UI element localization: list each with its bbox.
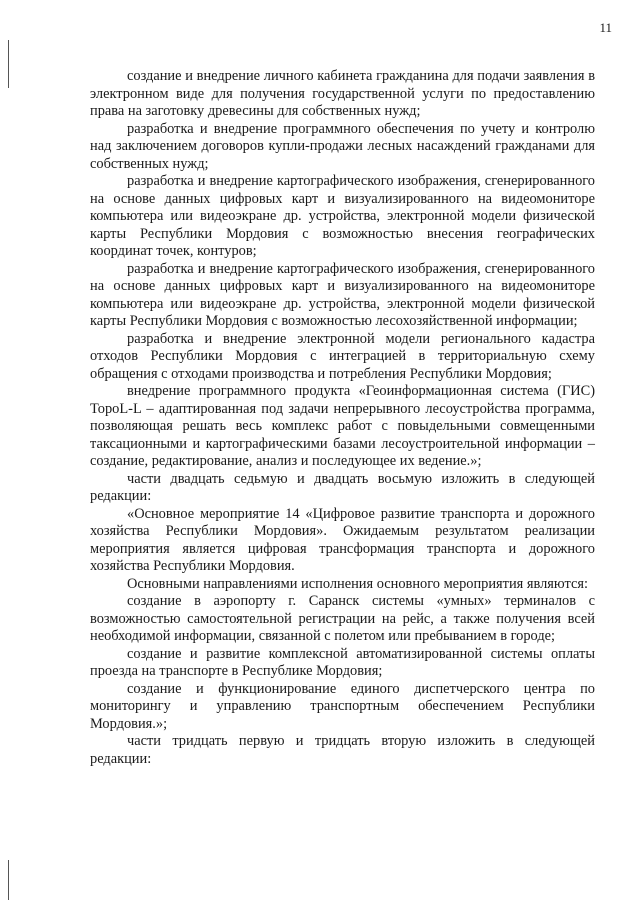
paragraph: части тридцать первую и тридцать вторую изложить в следующей редакции:	[90, 733, 595, 767]
left-margin-mark	[8, 40, 9, 88]
paragraph: разработка и внедрение программного обеспечения по учету и контролю над заключением договоров купли-продажи лесных насаждений гражданами для собственных нужд;	[90, 120, 595, 172]
paragraph: создание и внедрение личного кабинета гражданина для подачи заявления в электронном виде для получения государственной услуги по предоставлению права на заготовку древесины для собственных нужд;	[90, 68, 595, 119]
paragraph: разработка и внедрение картографического изображения, сгенерированного на основе данных цифровых карт и визуализированного на видеомониторе компьютера или видеоэкране др. устройства, электронной модели физической карты Республики Мордовия с возможностью внесения географических координат точек, контуров;	[90, 173, 595, 259]
paragraph: Основными направлениями исполнения основного мероприятия являются:	[127, 575, 588, 592]
paragraph: создание в аэропорту г. Саранск системы «умных» терминалов с возможностью самостоятельной регистрации на рейс, а также получения всей необходимой информации, связанной с полетом или пребыванием в городе;	[90, 593, 595, 644]
paragraph: внедрение программного продукта «Геоинформационная система (ГИС) TopoL-L – адаптированная под задачи непрерывного лесоустройства программа, позволяющая решать весь комплекс работ с повыдельными совмещенными таксационными и картографическими базами лесоустроительной информации – создание, редактирование, анализ и последующее их ведение.»;	[90, 383, 595, 469]
paragraph: части двадцать седьмую и двадцать восьмую изложить в следующей редакции:	[90, 470, 595, 504]
paragraph: создание и функционирование единого диспетчерского центра по мониторингу и управлению транспортным обеспечением Республики Мордовия.»;	[90, 680, 595, 732]
left-margin-mark	[8, 860, 9, 900]
paragraph: разработка и внедрение картографического изображения, сгенерированного на основе данных цифровых карт и визуализированного на видеомониторе компьютера или видеоэкране др. устройства, электронной модели физической карты Республики Мордовия с возможностью лесохозяйственной информации;	[90, 260, 595, 329]
paragraph: создание и развитие комплексной автоматизированной системы оплаты проезда на транспорте в Республике Мордовия;	[90, 645, 595, 679]
page-number: 11	[599, 20, 612, 35]
paragraph: «Основное мероприятие 14 «Цифровое развитие транспорта и дорожного хозяйства Республики Мордовия». Ожидаемым результатом реализации мероприятия является цифровая трансформация транспорта и дорожного хозяйства Республики Мордовия.	[90, 505, 595, 574]
paragraph: разработка и внедрение электронной модели регионального кадастра отходов Республики Мордовия с интеграцией в территориальную схему обращения с отходами производства и потребления Республики Мордовия;	[90, 330, 595, 382]
document-body	[90, 68, 595, 768]
